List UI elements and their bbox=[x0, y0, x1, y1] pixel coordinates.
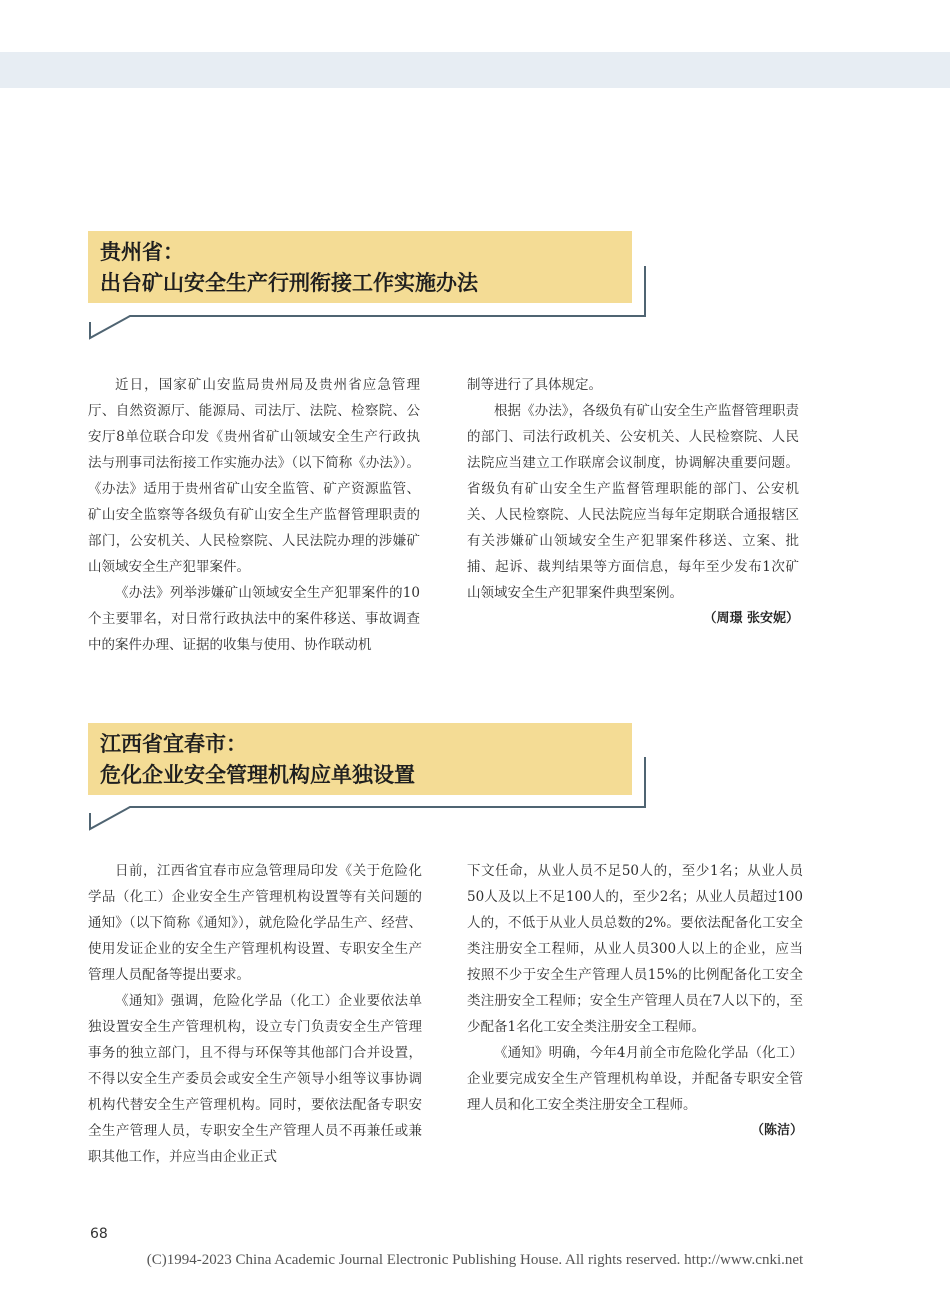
article1-right-column bbox=[467, 372, 799, 632]
paragraph: 日前，江西省宜春市应急管理局印发《关于危险化学品（化工）企业安全生产管理机构设置等有关问题的通知》（以下简称《通知》），就危险化学品生产、经营、使用发证企业的安全生产管理机构设置、专职安全生产管理人员配备等提出要求。 bbox=[88, 863, 422, 983]
article1-byline: （周璟 张安妮） bbox=[703, 611, 799, 626]
article1-left-column bbox=[88, 372, 420, 658]
article1-heading-line1: 贵州省： bbox=[100, 240, 184, 264]
paragraph: 近日，国家矿山安监局贵州局及贵州省应急管理厅、自然资源厅、能源局、司法厅、法院、检察院、公安厅8单位联合印发《贵州省矿山领域安全生产行政执法与刑事司法衔接工作实施办法》（以下简称《办法》）。《办法》适用于贵州省矿山安全监管、矿产资源监管、矿山安全监察等各级负有矿山安全生产监督管理职责的部门，公安机关、人民检察院、人民法院办理的涉嫌矿山领域安全生产犯罪案件。 bbox=[88, 377, 420, 575]
paragraph: 《通知》明确，今年4月前全市危险化学品（化工）企业要完成安全生产管理机构单设，并配备专职安全管理人员和化工安全类注册安全工程师。 bbox=[467, 1045, 803, 1113]
article2-heading-line2: 危化企业安全管理机构应单独设置 bbox=[100, 763, 415, 787]
top-band bbox=[0, 52, 950, 88]
paragraph-continued: 制等进行了具体规定。 bbox=[467, 377, 602, 393]
paragraph-continued: 下文任命，从业人员不足50人的，至少1名；从业人员50人及以上不足100人的，至少2名；从业人员超过100人的，不低于从业人员总数的2%。要依法配备化工安全类注册安全工程师，从业人员300人以上的企业，应当按照不少于安全生产管理人员15%的比例配备化工安全类注册安全工程师；安全生产管理人员在7人以下的，至少配备1名化工安全类注册安全工程师。 bbox=[467, 863, 803, 1035]
paragraph: 根据《办法》，各级负有矿山安全生产监督管理职责的部门、司法行政机关、公安机关、人民检察院、人民法院应当建立工作联席会议制度，协调解决重要问题。省级负有矿山安全生产监督管理职能的部门、公安机关、人民检察院、人民法院应当每年定期联合通报辖区有关涉嫌矿山领域安全生产犯罪案件移送、立案、批捕、起诉、裁判结果等方面信息，每年至少发布1次矿山领域安全生产犯罪案件典型案例。 bbox=[467, 403, 799, 601]
article2-left-column bbox=[88, 858, 422, 1170]
copyright-footer: (C)1994-2023 China Academic Journal Electronic Publishing House. All rights reserved. http://www.cnki.net bbox=[146, 1252, 804, 1268]
article2-right-column bbox=[467, 858, 803, 1144]
paragraph: 《办法》列举涉嫌矿山领域安全生产犯罪案件的10个主要罪名，对日常行政执法中的案件移送、事故调查中的案件办理、证据的收集与使用、协作联动机 bbox=[88, 585, 420, 653]
article1-heading-bracket bbox=[88, 264, 650, 344]
page-number: 68 bbox=[90, 1226, 108, 1242]
article1-heading-line2: 出台矿山安全生产行刑衔接工作实施办法 bbox=[100, 271, 478, 295]
article2-heading-bracket bbox=[88, 755, 650, 835]
article2-byline: （陈洁） bbox=[750, 1123, 803, 1138]
article2-heading-line1: 江西省宜春市： bbox=[100, 732, 247, 756]
paragraph: 《通知》强调，危险化学品（化工）企业要依法单独设置安全生产管理机构，设立专门负责安全生产管理事务的独立部门，且不得与环保等其他部门合并设置，不得以安全生产委员会或安全生产领导小组等议事协调机构代替安全生产管理机构。同时，要依法配备专职安全生产管理人员，专职安全生产管理人员不再兼任或兼职其他工作，并应当由企业正式 bbox=[88, 993, 422, 1165]
